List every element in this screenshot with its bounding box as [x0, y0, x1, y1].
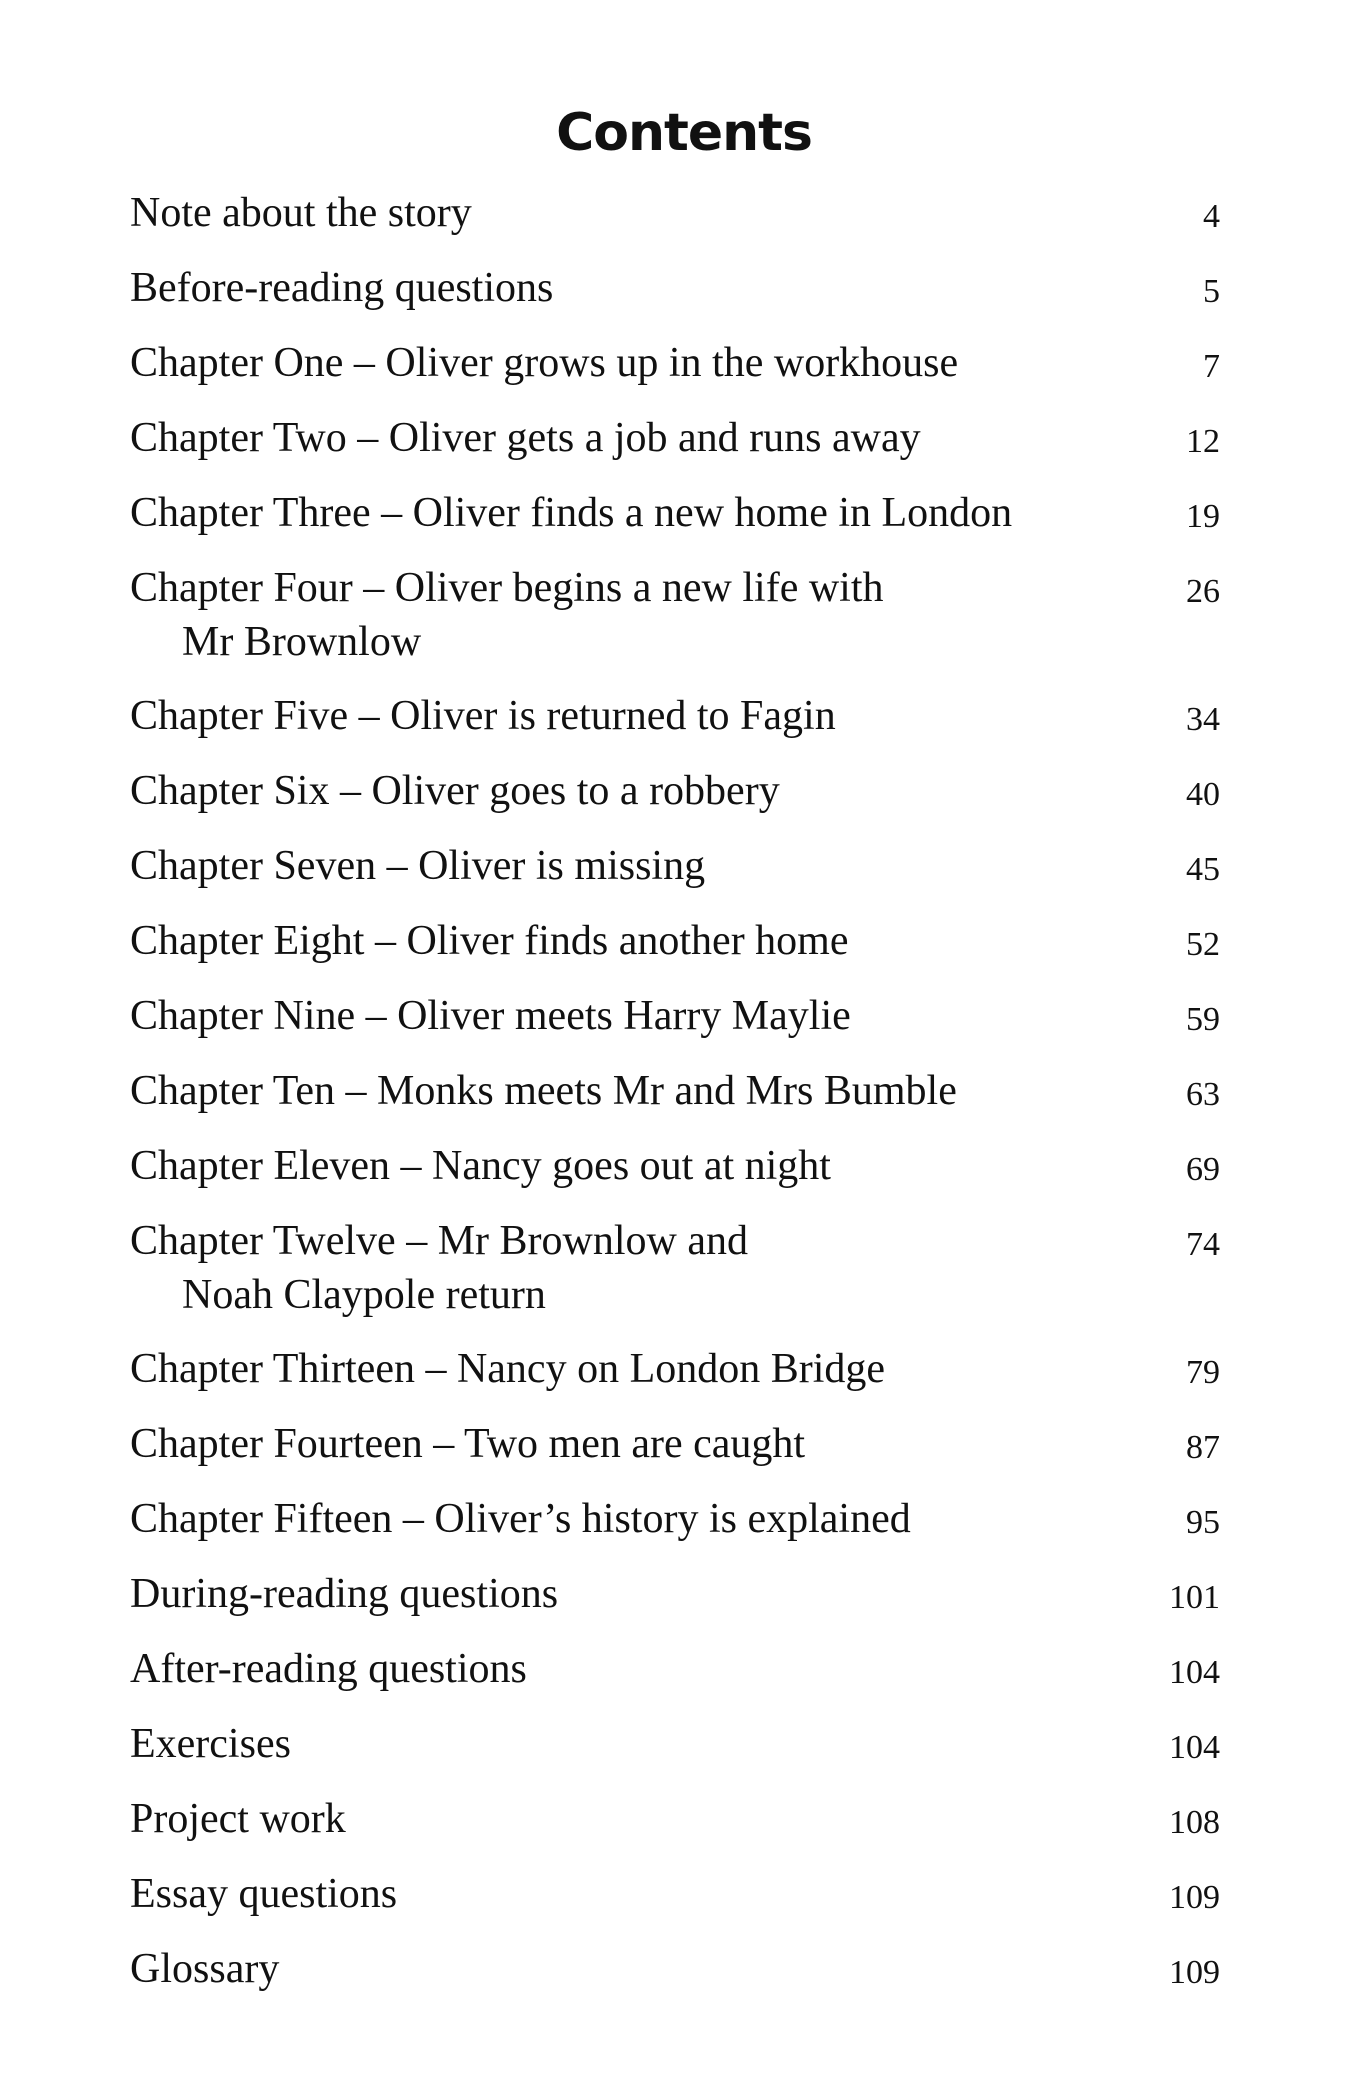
entry-title: Chapter One – Oliver grows up in the workhouse	[130, 340, 959, 386]
toc-entry-chapter-fifteen	[130, 1492, 1220, 1567]
toc-entry-glossary	[130, 1942, 1220, 2017]
entry-title: Chapter Two – Oliver gets a job and runs away	[130, 415, 921, 461]
entry-title: Exercises	[130, 1721, 291, 1767]
entry-title: Chapter Twelve – Mr Brownlow and	[130, 1218, 749, 1264]
entry-title: Glossary	[130, 1946, 280, 1992]
toc-entry-chapter-twelve	[130, 1214, 1220, 1342]
toc-entry-chapter-three	[130, 486, 1220, 561]
toc-entry-chapter-eight	[130, 914, 1220, 989]
table-of-contents	[130, 186, 1220, 2017]
entry-page-number: 74	[1186, 1226, 1220, 1263]
entry-title: Chapter Nine – Oliver meets Harry Maylie	[130, 993, 851, 1039]
toc-entry-after-reading	[130, 1642, 1220, 1717]
toc-entry-exercises	[130, 1717, 1220, 1792]
entry-title: Chapter Fourteen – Two men are caught	[130, 1421, 806, 1467]
entry-title: Project work	[130, 1796, 346, 1842]
toc-entry-essay-questions	[130, 1867, 1220, 1942]
toc-entry-chapter-four	[130, 561, 1220, 689]
entry-page-number: 63	[1186, 1076, 1220, 1113]
entry-title-block	[130, 1214, 1130, 1322]
toc-entry-chapter-two	[130, 411, 1220, 486]
entry-title: Chapter Ten – Monks meets Mr and Mrs Bumble	[130, 1068, 957, 1114]
entry-title: Chapter Thirteen – Nancy on London Bridge	[130, 1346, 886, 1392]
toc-entry-chapter-fourteen	[130, 1417, 1220, 1492]
entry-title: Essay questions	[130, 1871, 398, 1917]
entry-title: Before-reading questions	[130, 265, 554, 311]
toc-entry-note-about-story	[130, 186, 1220, 261]
entry-page-number: 95	[1186, 1504, 1220, 1541]
entry-page-number: 101	[1169, 1579, 1220, 1616]
entry-page-number: 34	[1186, 701, 1220, 738]
entry-title-block	[130, 561, 1130, 669]
entry-title: Chapter Eight – Oliver finds another home	[130, 918, 849, 964]
entry-title-continuation: Mr Brownlow	[182, 619, 422, 665]
toc-entry-project-work	[130, 1792, 1220, 1867]
entry-title: Chapter Three – Oliver finds a new home in London	[130, 490, 1013, 536]
entry-title-continuation: Noah Claypole return	[182, 1272, 546, 1318]
toc-entry-chapter-five	[130, 689, 1220, 764]
entry-page-number: 108	[1169, 1804, 1220, 1841]
entry-page-number: 52	[1186, 926, 1220, 963]
entry-page-number: 59	[1186, 1001, 1220, 1038]
entry-title: Chapter Six – Oliver goes to a robbery	[130, 768, 780, 814]
toc-entry-chapter-thirteen	[130, 1342, 1220, 1417]
entry-page-number: 26	[1186, 573, 1220, 610]
entry-page-number: 79	[1186, 1354, 1220, 1391]
entry-title: During-reading questions	[130, 1571, 559, 1617]
toc-entry-chapter-eleven	[130, 1139, 1220, 1214]
entry-page-number: 104	[1169, 1654, 1220, 1691]
toc-entry-chapter-one	[130, 336, 1220, 411]
toc-entry-chapter-seven	[130, 839, 1220, 914]
entry-title: Chapter Five – Oliver is returned to Fagin	[130, 693, 836, 739]
entry-page-number: 7	[1203, 348, 1220, 385]
entry-page-number: 4	[1203, 198, 1220, 235]
entry-page-number: 69	[1186, 1151, 1220, 1188]
entry-title: Note about the story	[130, 190, 472, 236]
entry-page-number: 12	[1186, 423, 1220, 460]
entry-title: Chapter Eleven – Nancy goes out at night	[130, 1143, 831, 1189]
entry-title: Chapter Fifteen – Oliver’s history is explained	[130, 1496, 911, 1542]
entry-page-number: 19	[1186, 498, 1220, 535]
entry-title: After-reading questions	[130, 1646, 527, 1692]
entry-page-number: 5	[1203, 273, 1220, 310]
toc-entry-before-reading	[130, 261, 1220, 336]
toc-entry-chapter-nine	[130, 989, 1220, 1064]
entry-page-number: 40	[1186, 776, 1220, 813]
toc-entry-during-reading	[130, 1567, 1220, 1642]
entry-page-number: 104	[1169, 1729, 1220, 1766]
entry-page-number: 45	[1186, 851, 1220, 888]
entry-title: Chapter Seven – Oliver is missing	[130, 843, 706, 889]
entry-title: Chapter Four – Oliver begins a new life with	[130, 565, 884, 611]
entry-page-number: 109	[1169, 1954, 1220, 1991]
entry-page-number: 87	[1186, 1429, 1220, 1466]
entry-page-number: 109	[1169, 1879, 1220, 1916]
page-title: Contents	[556, 103, 812, 163]
toc-entry-chapter-ten	[130, 1064, 1220, 1139]
toc-entry-chapter-six	[130, 764, 1220, 839]
